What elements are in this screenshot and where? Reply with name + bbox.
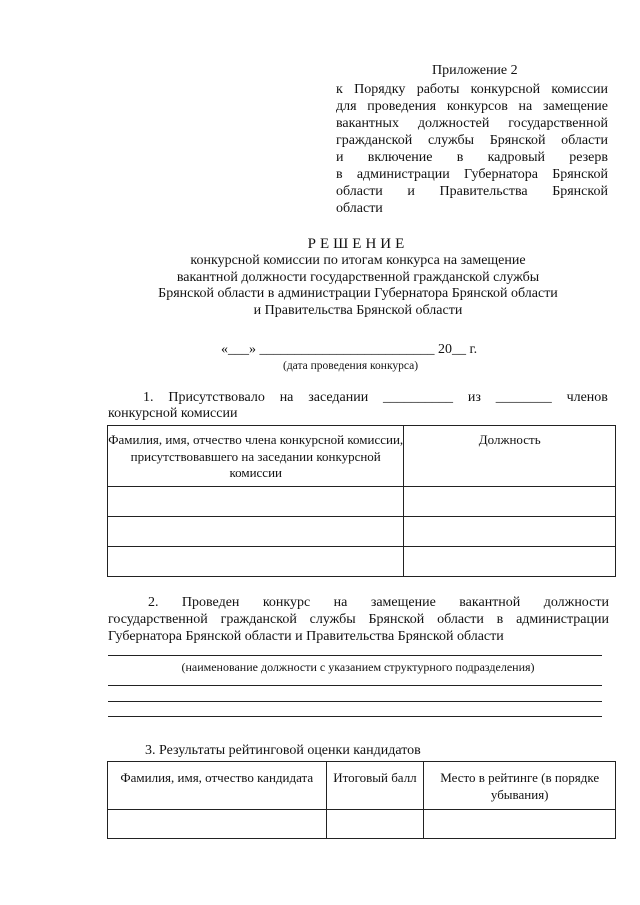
date-caption: (дата проведения конкурса) bbox=[283, 360, 419, 372]
appendix-word: и bbox=[336, 150, 344, 165]
item2-text bbox=[108, 594, 609, 645]
members-table-row-cell bbox=[404, 517, 616, 547]
appendix-title: Приложение 2 bbox=[432, 63, 518, 78]
appendix-word: вакантных bbox=[336, 116, 399, 131]
appendix-word: комиссии bbox=[551, 82, 608, 97]
appendix-line bbox=[336, 149, 608, 166]
appendix-word: и bbox=[407, 184, 415, 199]
appendix-word: замещение bbox=[542, 99, 608, 114]
item1-word: членов bbox=[566, 390, 608, 405]
members-table-row-cell bbox=[108, 487, 404, 517]
appendix-line bbox=[336, 183, 608, 200]
subheading-line: и Правительства Брянской области bbox=[253, 302, 463, 318]
position-fill-line-2 bbox=[108, 685, 602, 686]
item1-word: Присутствовало bbox=[168, 390, 265, 405]
item2-word: должности bbox=[543, 595, 609, 610]
item2-word: в bbox=[496, 612, 504, 627]
item1-word: на bbox=[279, 390, 294, 405]
appendix-word: области bbox=[336, 184, 383, 199]
position-fill-line-3 bbox=[108, 701, 602, 702]
item2-word: службы bbox=[309, 612, 356, 627]
date-year: 20__ г. bbox=[438, 342, 478, 357]
item1-word: ________ bbox=[495, 390, 552, 405]
appendix-line bbox=[336, 166, 608, 183]
appendix-word: кадровый bbox=[487, 150, 545, 165]
item1-word: __________ bbox=[383, 390, 454, 405]
appendix-line bbox=[336, 115, 608, 132]
appendix-word: резерв bbox=[569, 150, 608, 165]
appendix-word: работы bbox=[416, 82, 460, 97]
members-table-row-cell bbox=[404, 487, 616, 517]
appendix-word: конкурсной bbox=[470, 82, 541, 97]
rating-table bbox=[107, 761, 616, 839]
item2-line3: Губернатора Брянской области и Правительства Брянской области bbox=[108, 629, 504, 644]
item1-attendance-line bbox=[143, 390, 608, 406]
item1-word: из bbox=[467, 390, 481, 405]
item2-word: вакантной bbox=[459, 595, 521, 610]
item1-word: 1. bbox=[143, 390, 154, 405]
appendix-word: включение bbox=[367, 150, 433, 165]
members-table-row bbox=[108, 547, 616, 577]
item3-title: 3. Результаты рейтинговой оценки кандидатов bbox=[145, 743, 421, 758]
rating-table-header-place: Место в рейтинге (в порядке убывания) bbox=[424, 762, 616, 810]
position-fill-line-4 bbox=[108, 716, 602, 717]
subheading-line: конкурсной комиссии по итогам конкурса на замещение bbox=[190, 253, 526, 268]
appendix-word: конкурсов bbox=[446, 99, 508, 114]
appendix-line bbox=[336, 200, 608, 217]
date-row bbox=[221, 342, 477, 358]
item2-line2 bbox=[108, 611, 609, 628]
appendix-word: должностей bbox=[417, 116, 490, 131]
appendix-word: Брянской bbox=[489, 133, 546, 148]
item2-word: администрации bbox=[516, 612, 609, 627]
members-table-header-position: Должность bbox=[404, 426, 616, 487]
members-table-header-name: Фамилия, имя, отчество члена конкурсной комиссии, присутствовавшего на заседании конкурсной комиссии bbox=[108, 426, 404, 487]
appendix-word: в bbox=[336, 167, 343, 182]
date-month-blank: _________________________ bbox=[259, 342, 435, 357]
appendix-word: в bbox=[456, 150, 464, 165]
item2-line1 bbox=[108, 594, 609, 611]
appendix-word: Брянской bbox=[552, 167, 608, 182]
members-table-row-cell bbox=[108, 547, 404, 577]
item2-word: Брянской bbox=[368, 612, 425, 627]
appendix-word: к bbox=[336, 82, 343, 97]
appendix-word: Порядку bbox=[354, 82, 406, 97]
item2-word: конкурс bbox=[262, 595, 311, 610]
position-fill-line-1 bbox=[108, 655, 602, 656]
document-subheading bbox=[0, 253, 640, 319]
appendix-word: администрации bbox=[356, 167, 450, 182]
appendix-word: проведения bbox=[367, 99, 437, 114]
appendix-word: на bbox=[518, 99, 533, 114]
item2-word: 2. bbox=[148, 595, 159, 610]
rating-table-row-cell bbox=[326, 810, 424, 839]
item2-word: на bbox=[333, 595, 348, 610]
item2-word: гражданской bbox=[220, 612, 297, 627]
appendix-text bbox=[336, 81, 608, 217]
appendix-line bbox=[336, 98, 608, 115]
rating-table-row bbox=[108, 810, 616, 839]
appendix-word: службы bbox=[427, 133, 474, 148]
item1-word: заседании bbox=[308, 390, 369, 405]
item2-word: государственной bbox=[108, 612, 208, 627]
item1-continuation: конкурсной комиссии bbox=[108, 406, 238, 421]
appendix-word: области bbox=[561, 133, 608, 148]
members-table bbox=[107, 425, 616, 577]
appendix-word: области bbox=[336, 201, 383, 216]
appendix-word: гражданской bbox=[336, 133, 413, 148]
rating-table-row-cell bbox=[108, 810, 327, 839]
subheading-line: Брянской области в администрации Губернатора Брянской области bbox=[158, 286, 558, 301]
date-day-blank: «___» bbox=[221, 342, 256, 357]
members-table-row bbox=[108, 487, 616, 517]
appendix-word: Брянской bbox=[552, 184, 608, 199]
appendix-line bbox=[336, 81, 608, 98]
rating-table-row-cell bbox=[424, 810, 616, 839]
members-table-row bbox=[108, 517, 616, 547]
item2-word: Проведен bbox=[181, 595, 240, 610]
appendix-word: для bbox=[336, 99, 357, 114]
members-table-row-cell bbox=[404, 547, 616, 577]
item2-word: области bbox=[437, 612, 484, 627]
document-heading: РЕШЕНИЕ bbox=[307, 236, 409, 252]
subheading-line: вакантной должности государственной гражданской службы bbox=[176, 269, 540, 285]
appendix-word: Правительства bbox=[439, 184, 528, 199]
appendix-word: Губернатора bbox=[463, 167, 538, 182]
rating-table-header-name: Фамилия, имя, отчество кандидата bbox=[108, 762, 327, 810]
item2-word: замещение bbox=[370, 595, 436, 610]
members-table-row-cell bbox=[108, 517, 404, 547]
position-caption: (наименование должности с указанием структурного подразделения) bbox=[181, 660, 535, 674]
rating-table-header-score: Итоговый балл bbox=[326, 762, 424, 810]
appendix-line bbox=[336, 132, 608, 149]
appendix-word: государственной bbox=[508, 116, 608, 131]
